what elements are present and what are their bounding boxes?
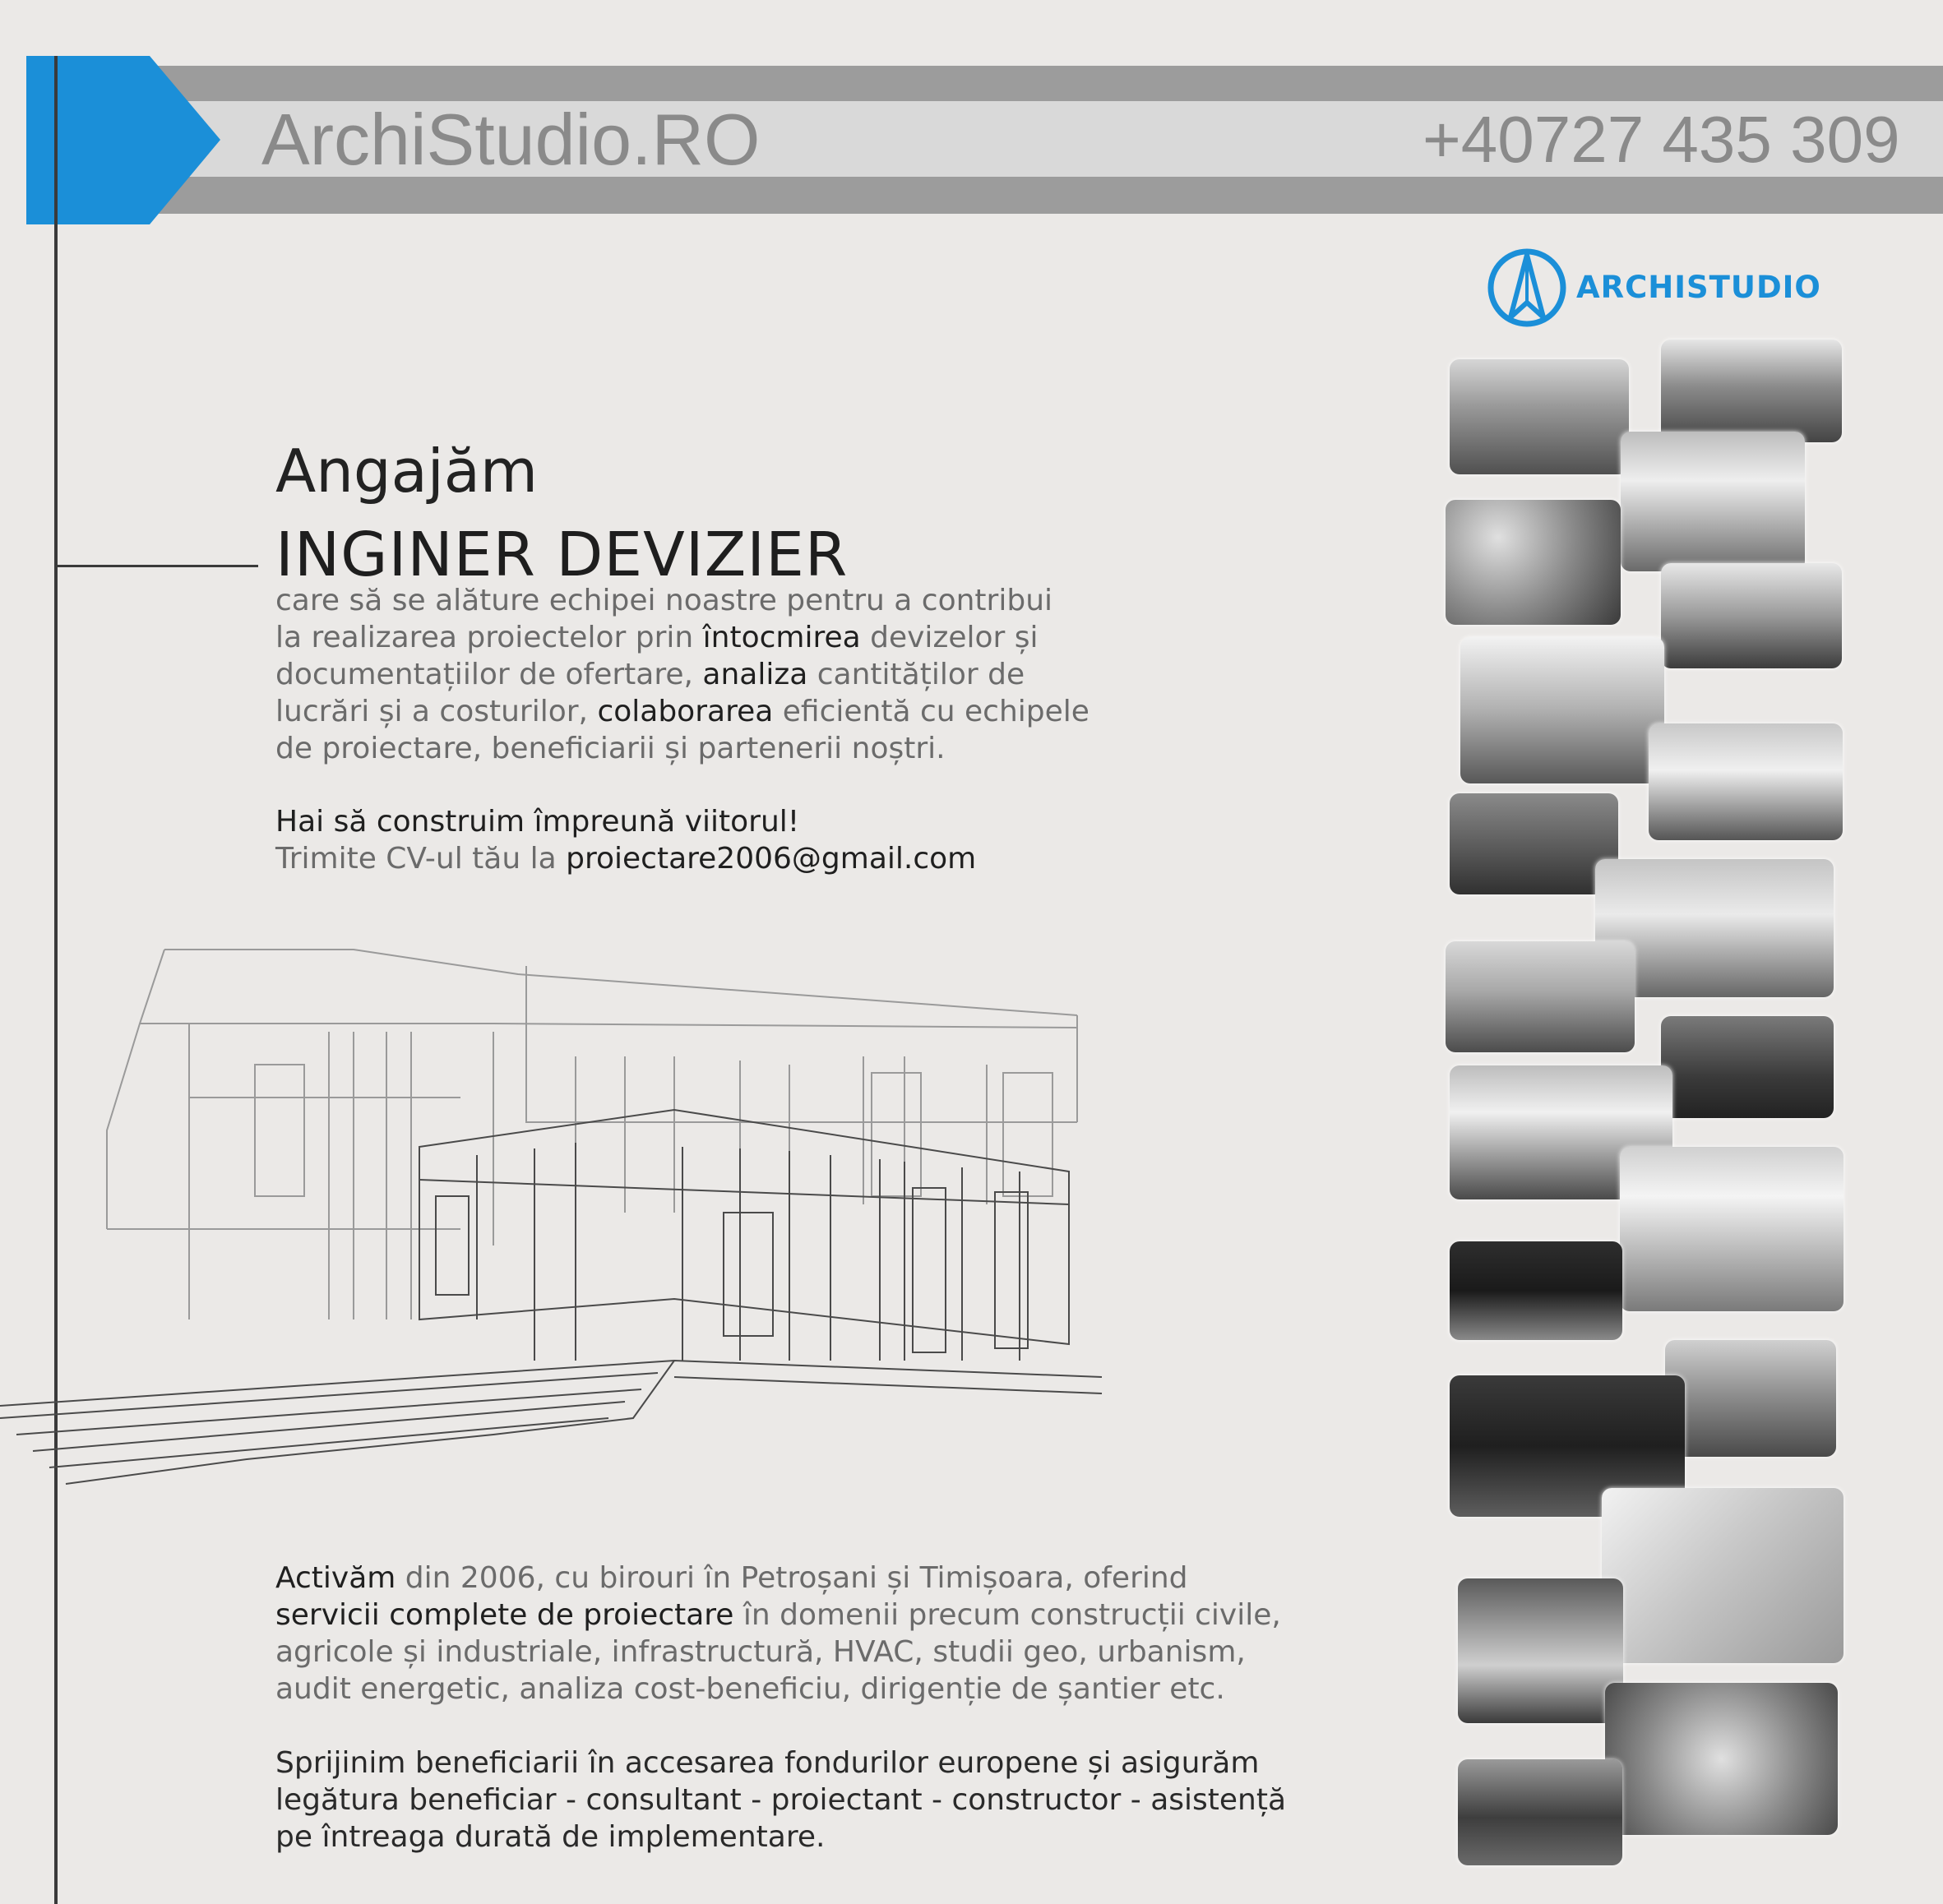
intro-keyword: colaborarea xyxy=(597,695,774,728)
job-title: INGINER DEVIZIER xyxy=(275,520,849,590)
intro-line xyxy=(275,693,1089,730)
intro-line xyxy=(275,656,1089,693)
logo-wordmark: ARCHISTUDIO xyxy=(1576,270,1821,305)
intro-text: documentațiilor de ofertare, xyxy=(275,658,703,691)
about-line: agricole și industriale, infrastructură, HVAC, studii geo, urbanism, xyxy=(275,1635,1246,1669)
project-photo xyxy=(1446,941,1635,1052)
cta-slogan: Hai să construim împreună viitorul! xyxy=(275,805,800,839)
hiring-label: Angajăm xyxy=(275,437,538,506)
project-photo xyxy=(1661,340,1842,442)
header-phone-number[interactable]: +40727 435 309 xyxy=(1423,103,1900,176)
about-paragraph xyxy=(275,1560,1281,1708)
intro-text: devizelor și xyxy=(860,621,1039,654)
intro-text: lucrări și a costurilor, xyxy=(275,695,598,728)
intro-line: care să se alăture echipei noastre pentru a contribui xyxy=(275,584,1053,617)
project-photo xyxy=(1450,359,1629,474)
about-keyword: Activăm xyxy=(275,1561,396,1595)
project-photo xyxy=(1450,793,1618,894)
support-line: pe întreaga durată de implementare. xyxy=(275,1820,826,1854)
project-photo xyxy=(1605,1683,1838,1835)
about-line xyxy=(275,1597,1281,1634)
project-photo xyxy=(1649,723,1843,840)
intro-paragraph xyxy=(275,582,1089,767)
header-brand-name: ArchiStudio.RO xyxy=(261,99,761,180)
support-line: legătura beneficiar - consultant - proiectant - constructor - asistență xyxy=(275,1783,1287,1817)
about-line xyxy=(275,1560,1281,1597)
headline-horizontal-rule xyxy=(54,565,258,567)
header-banner-bottom-stripe xyxy=(152,177,1943,214)
cta-line xyxy=(275,840,976,877)
email-link[interactable]: proiectare2006@gmail.com xyxy=(566,842,977,876)
project-photo xyxy=(1602,1488,1844,1663)
project-photo xyxy=(1446,500,1621,625)
intro-text: eficientă cu echipele xyxy=(773,695,1089,728)
header-banner-top-stripe xyxy=(152,66,1943,101)
intro-keyword: analiza xyxy=(702,658,808,691)
about-text: în domenii precum construcții civile, xyxy=(733,1598,1281,1632)
intro-line: de proiectare, beneficiarii și partenerii noștri. xyxy=(275,732,946,765)
support-line: Sprijinim beneficiarii în accesarea fondurilor europene și asigurăm xyxy=(275,1746,1260,1780)
cta-block xyxy=(275,803,976,877)
project-photo xyxy=(1621,432,1805,571)
intro-line xyxy=(275,619,1089,656)
compass-logo-icon xyxy=(1484,245,1570,330)
cta-text: Trimite CV-ul tău la xyxy=(275,842,567,876)
support-paragraph xyxy=(275,1745,1286,1855)
building-sketch-illustration xyxy=(0,933,1118,1492)
about-line: audit energetic, analiza cost-beneficiu, dirigenție de șantier etc. xyxy=(275,1672,1225,1706)
project-photo xyxy=(1620,1147,1844,1311)
intro-keyword: întocmirea xyxy=(702,621,861,654)
about-keyword: servicii complete de proiectare xyxy=(275,1598,734,1632)
project-photo xyxy=(1661,1016,1834,1118)
project-photo xyxy=(1460,637,1664,783)
project-photo xyxy=(1665,1340,1836,1457)
project-photo xyxy=(1450,1241,1622,1340)
intro-text: cantităților de xyxy=(807,658,1025,691)
about-text: din 2006, cu birouri în Petroșani și Timișoara, oferind xyxy=(396,1561,1188,1595)
project-photo xyxy=(1458,1759,1622,1865)
project-photo xyxy=(1661,563,1842,668)
intro-text: la realizarea proiectelor prin xyxy=(275,621,703,654)
project-photo xyxy=(1458,1578,1623,1723)
